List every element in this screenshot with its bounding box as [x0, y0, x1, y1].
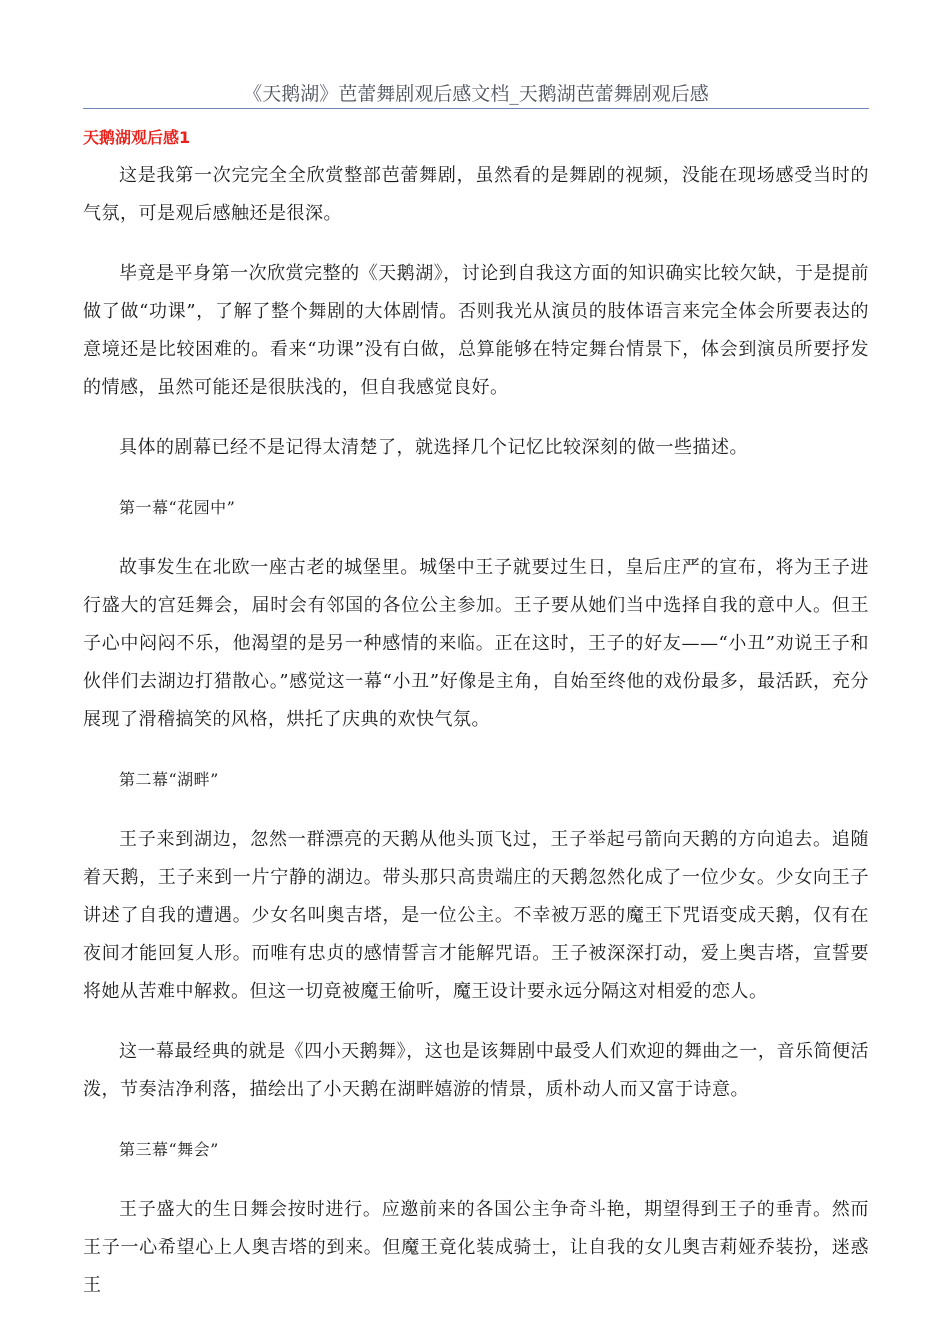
paragraph: 毕竟是平身第一次欣赏完整的《天鹅湖》，讨论到自我这方面的知识确实比较欠缺，于是提前做了做“功课”，了解了整个舞剧的大体剧情。否则我光从演员的肢体语言来完全体会所要表达的意境还是比较困难的。看来“功课”没有白做，总算能够在特定舞台情景下，体会到演员所要抒发的情感，虽然可能还是很肤浅的，但自我感觉良好。 [83, 263, 869, 398]
paragraph: 王子来到湖边，忽然一群漂亮的天鹅从他头顶飞过，王子举起弓箭向天鹅的方向追去。追随着天鹅，王子来到一片宁静的湖边。带头那只高贵端庄的天鹅忽然化成了一位少女。少女向王子讲述了自我的遭遇。少女名叫奥吉塔，是一位公主。不幸被万恶的魔王下咒语变成天鹅，仅有在夜间才能回复人形。而唯有忠贞的感情誓言才能解咒语。王子被深深打动，爱上奥吉塔，宣誓要将她从苦难中解救。但这一切竟被魔王偷听，魔王设计要永远分隔这对相爱的恋人。 [83, 829, 869, 1002]
section-title: 天鹅湖观后感1 [83, 128, 191, 147]
paragraph: 具体的剧幕已经不是记得太清楚了，就选择几个记忆比较深刻的做一些描述。 [119, 437, 748, 458]
act-heading: 第二幕“湖畔” [119, 770, 219, 789]
act-heading: 第一幕“花园中” [119, 498, 236, 517]
document-body [83, 157, 869, 1305]
document-header: 《天鹅湖》芭蕾舞剧观后感文档_天鹅湖芭蕾舞剧观后感 [243, 83, 709, 105]
paragraph: 故事发生在北欧一座古老的城堡里。城堡中王子就要过生日，皇后庄严的宣布，将为王子进行盛大的宫廷舞会，届时会有邻国的各位公主参加。王子要从她们当中选择自我的意中人。但王子心中闷闷不乐，他渴望的是另一种感情的来临。正在这时，王子的好友——“小丑”劝说王子和伙伴们去湖边打猎散心。”感觉这一幕“小丑”好像是主角，自始至终他的戏份最多，最活跃，充分展现了滑稽搞笑的风格，烘托了庆典的欢快气氛。 [83, 557, 869, 730]
paragraph: 这一幕最经典的就是《四小天鹅舞》，这也是该舞剧中最受人们欢迎的舞曲之一，音乐简便活泼，节奏洁净利落，描绘出了小天鹅在湖畔嬉游的情景，质朴动人而又富于诗意。 [83, 1041, 869, 1100]
paragraph: 王子盛大的生日舞会按时进行。应邀前来的各国公主争奇斗艳，期望得到王子的垂青。然而王子一心希望心上人奥吉塔的到来。但魔王竟化装成骑士，让自我的女儿奥吉莉娅乔装扮，迷惑王 [83, 1199, 869, 1296]
header-divider [83, 108, 869, 109]
paragraph: 这是我第一次完完全全欣赏整部芭蕾舞剧，虽然看的是舞剧的视频，没能在现场感受当时的气氛，可是观后感触还是很深。 [83, 165, 869, 224]
act-heading: 第三幕“舞会” [119, 1140, 219, 1159]
